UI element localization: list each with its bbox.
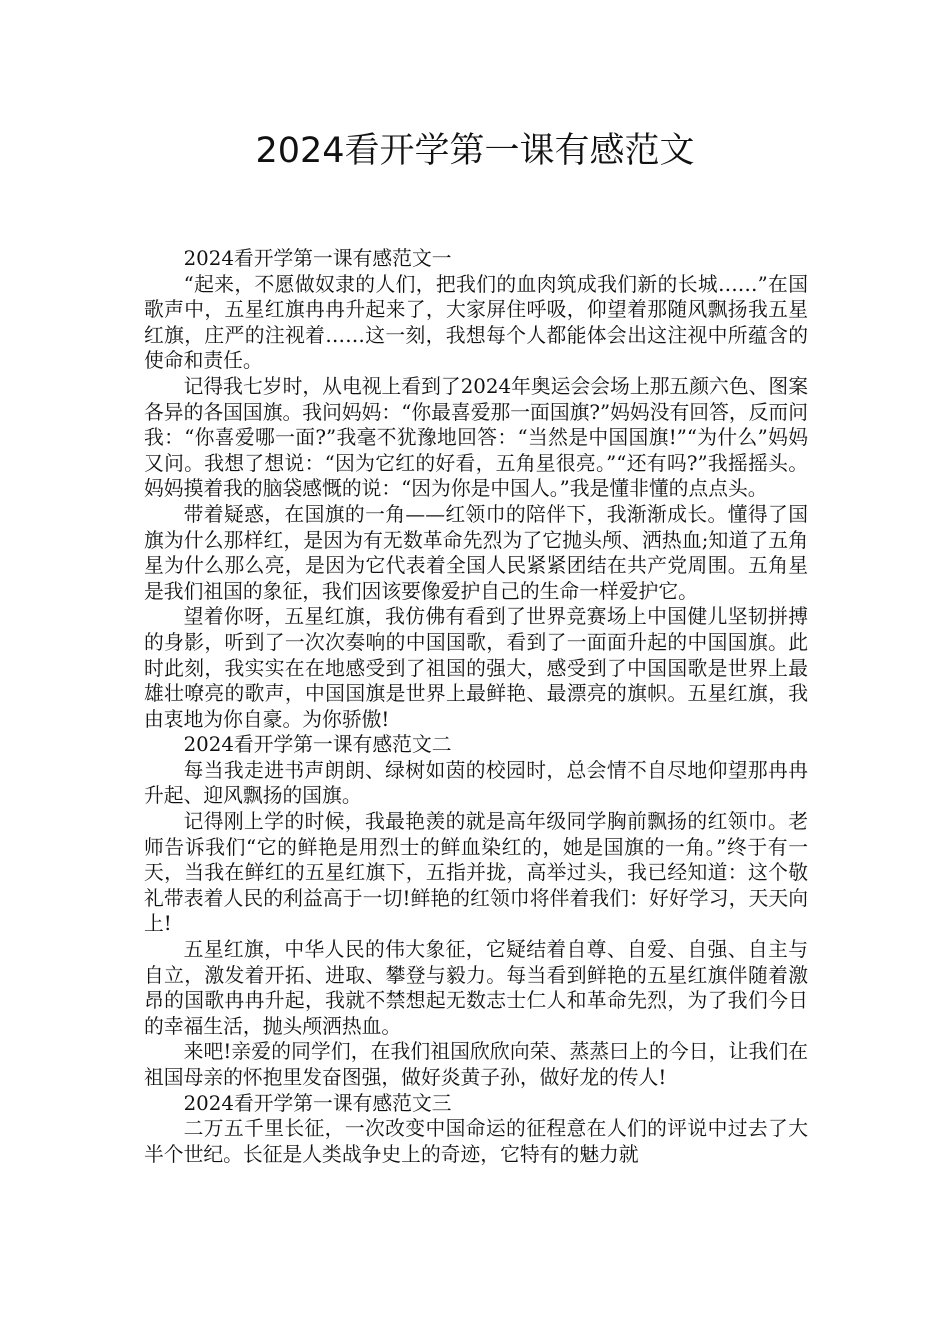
paragraph: “起来，不愿做奴隶的人们，把我们的血肉筑成我们新的长城……”在国歌声中，五星红旗冉冉升起来了，大家屏住呼吸，仰望着那随风飘扬我五星红旗，庄严的注视着……这一刻，我想每个人都能体会出这注视中所蕴含的使命和责任。 bbox=[144, 272, 808, 373]
document-body bbox=[144, 246, 808, 1167]
paragraph: 每当我走进书声朗朗、绿树如茵的校园时，总会情不自尽地仰望那冉冉升起、迎风飘扬的国旗。 bbox=[144, 758, 808, 808]
paragraph: 二万五千里长征，一次改变中国命运的征程意在人们的评说中过去了大半个世纪。长征是人类战争史上的奇迹，它特有的魅力就 bbox=[144, 1117, 808, 1166]
section-heading: 2024看开学第一课有感范文二 bbox=[183, 733, 452, 757]
paragraph: 来吧!亲爱的同学们，在我们祖国欣欣向荣、蒸蒸曰上的今日，让我们在祖国母亲的怀抱里发奋图强，做好炎黄子孙，做好龙的传人! bbox=[144, 1040, 808, 1089]
section-heading: 2024看开学第一课有感范文三 bbox=[183, 1091, 452, 1115]
paragraph: 五星红旗，中华人民的伟大象征，它疑结着自尊、自爱、自强、自主与自立，激发着开拓、进取、攀登与毅力。每当看到鲜艳的五星红旗伴随着激昂的国歌冉冉升起，我就不禁想起无数志士仁人和革命先烈，为了我们今日的幸福生活，抛头颅洒热血。 bbox=[144, 938, 808, 1038]
section-heading: 2024看开学第一课有感范文一 bbox=[183, 247, 452, 270]
paragraph: 望着你呀，五星红旗，我仿佛有看到了世界竞赛场上中国健儿坚韧拼搏的身影，听到了一次次奏响的中国国歌，看到了一面面升起的中国国旗。此时此刻，我实实在在地感受到了祖国的强大，感受到了中国国歌是世界上最雄壮嘹亮的歌声，中国国旗是世界上最鲜艳、最漂亮的旗帜。五星红旗，我由衷地为你自豪。为你骄傲! bbox=[144, 605, 808, 731]
paragraph: 记得刚上学的时候，我最艳羡的就是高年级同学胸前飘扬的红领巾。老师告诉我们“它的鲜艳是用烈士的鲜血染红的，她是国旗的一角。”终于有一天，当我在鲜红的五星红旗下，五指并拢，高举过头，我已经知道：这个敬礼带表着人民的利益高于一切!鲜艳的红领巾将伴着我们：好好学习，天天向上! bbox=[144, 810, 808, 936]
document-title: 2024看开学第一课有感范文 bbox=[255, 131, 695, 171]
paragraph: 带着疑惑，在国旗的一角——红领巾的陪伴下，我渐渐成长。懂得了国旗为什么那样红，是因为有无数革命先烈为了它抛头颅、洒热血;知道了五角星为什么那么亮，是因为它代表着全国人民紧紧团结在共产党周围。五角星是我们祖国的象征，我们因该要像爱护自己的生命一样爱护它。 bbox=[144, 502, 808, 603]
paragraph: 记得我七岁时，从电视上看到了2024年奥运会会场上那五颜六色、图案各异的各国国旗。我问妈妈：“你最喜爱那一面国旗?”妈妈没有回答，反而问我：“你喜爱哪一面?”我毫不犹豫地回答：“当然是中国国旗!”“为什么”妈妈又问。我想了想说：“因为它红的好看，五角星很亮。”“还有吗?”我摇摇头。妈妈摸着我的脑袋感慨的说：“因为你是中国人。”我是懂非懂的点点头。 bbox=[144, 374, 808, 501]
